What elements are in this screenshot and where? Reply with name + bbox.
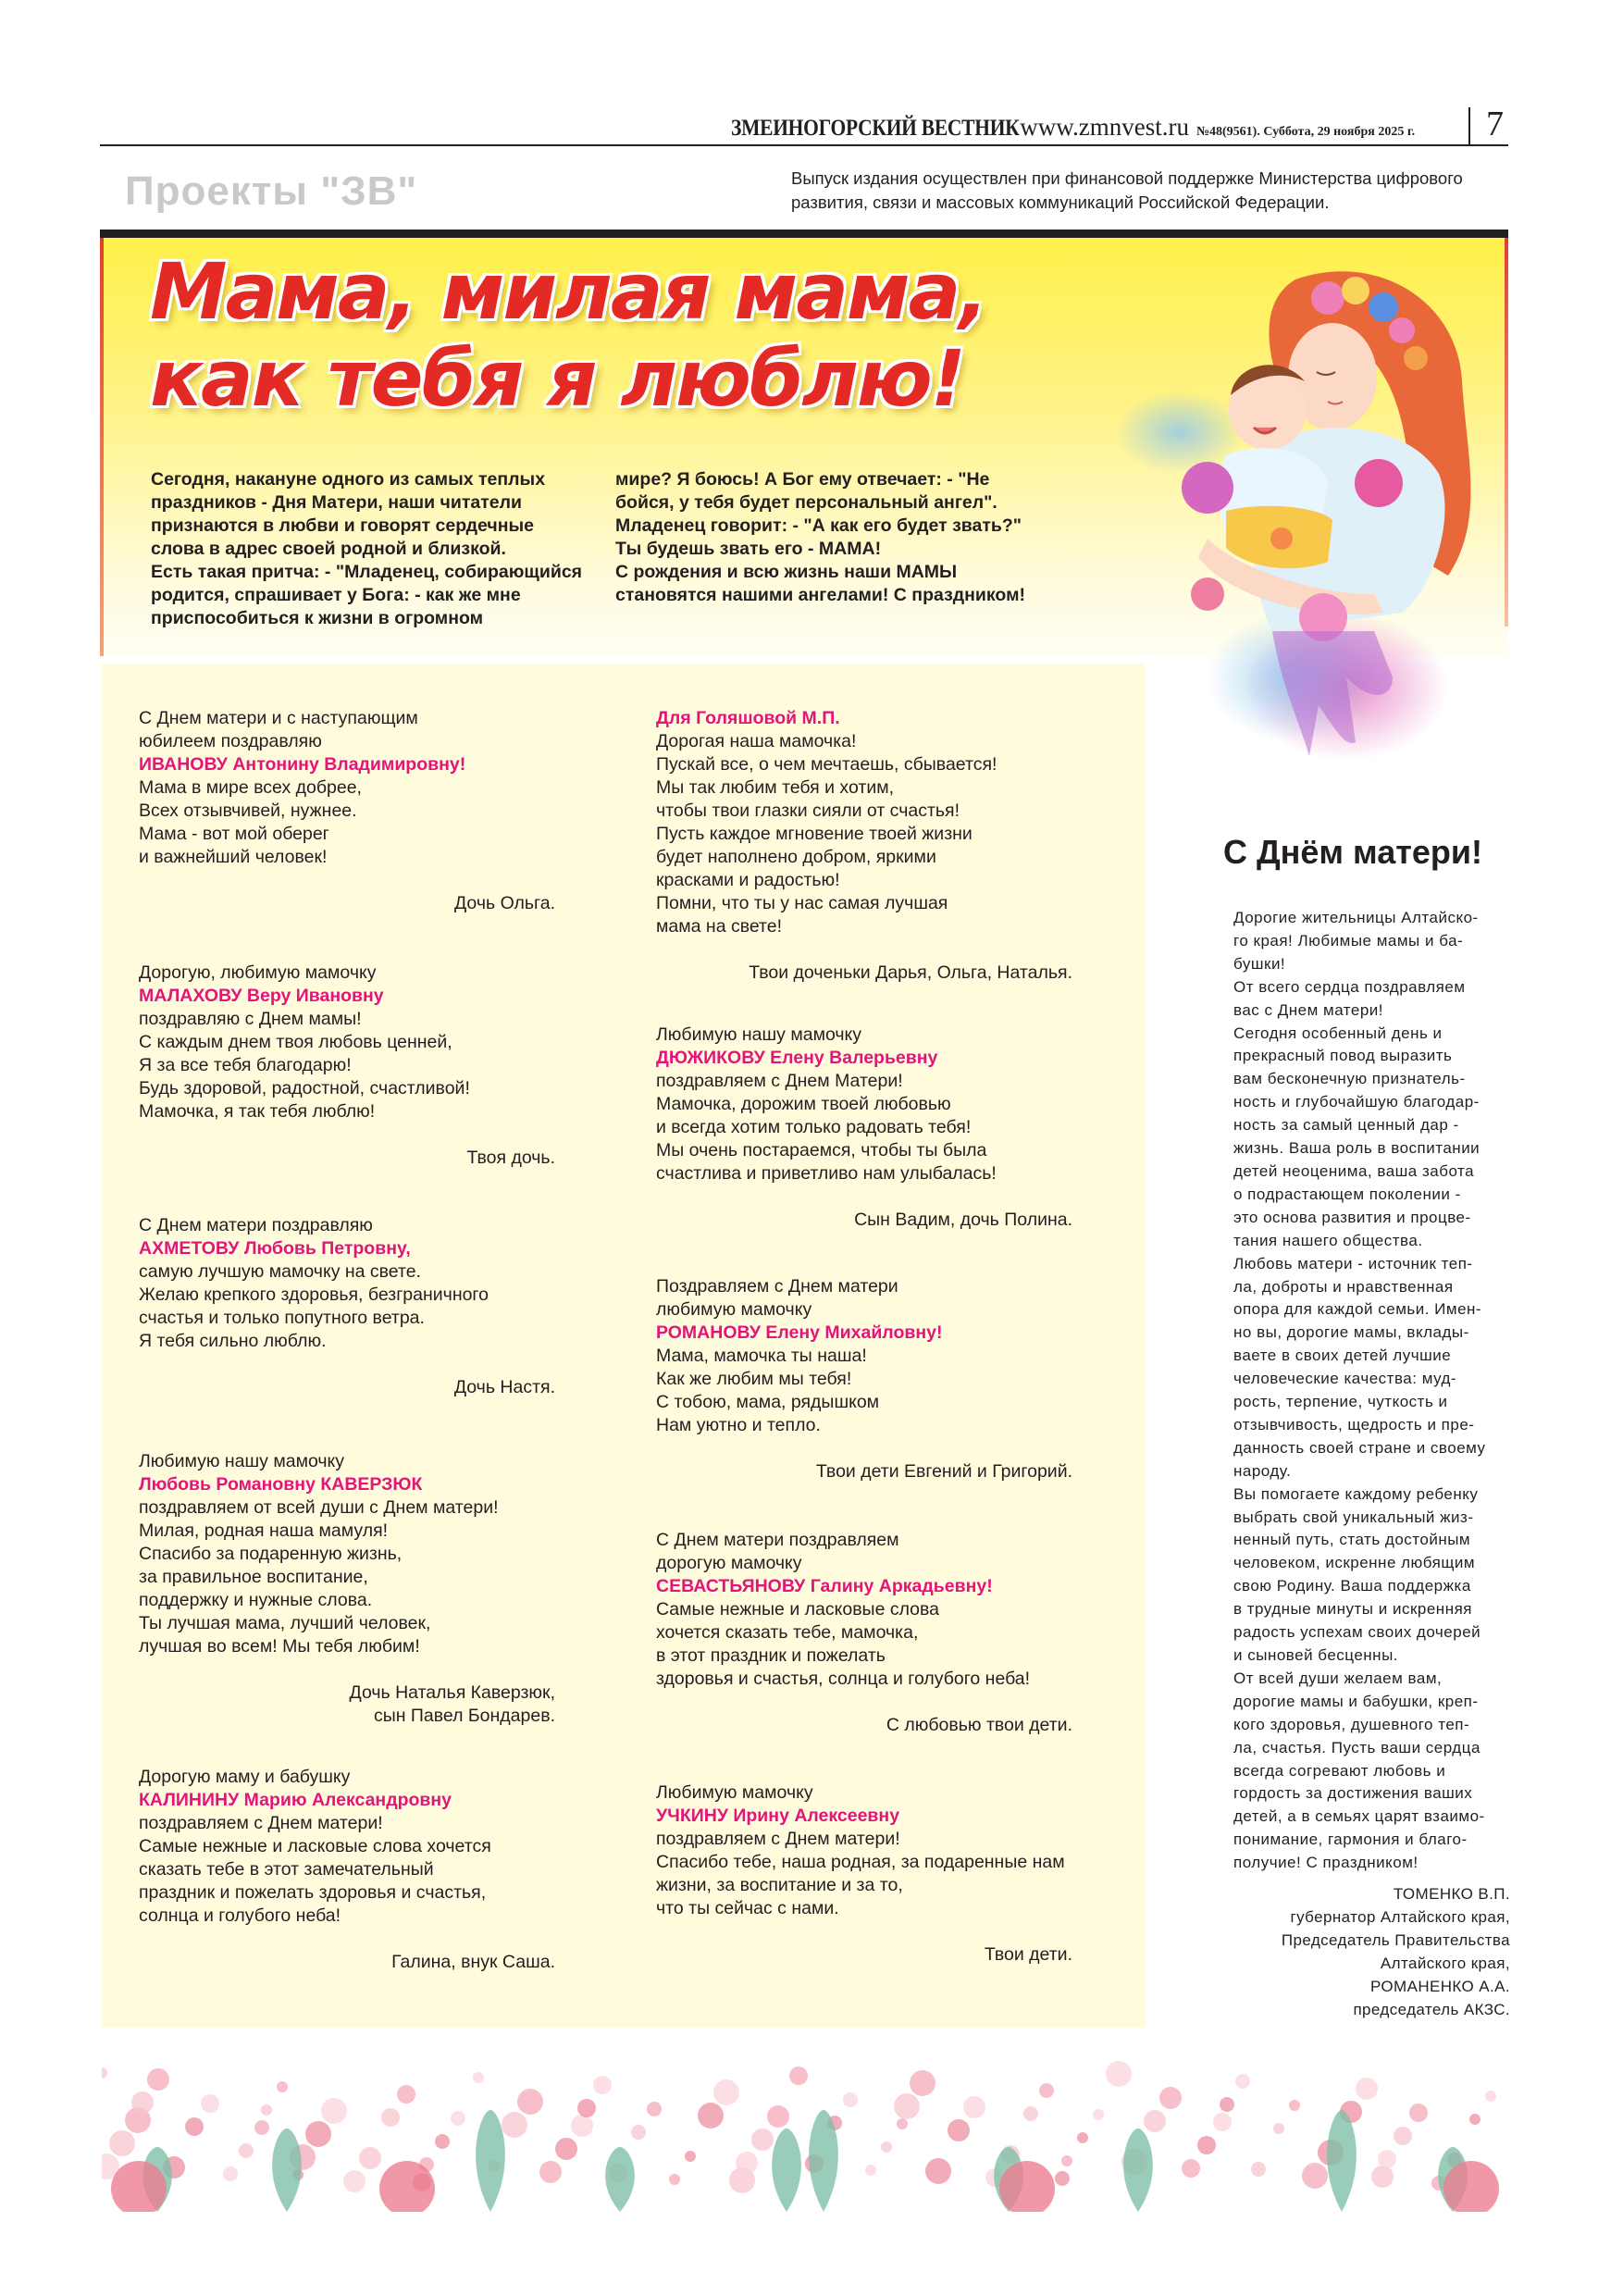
headline-line-2: как тебя я люблю! bbox=[150, 333, 964, 424]
blossom-icon bbox=[1394, 2127, 1412, 2145]
blossom-icon bbox=[1061, 2155, 1072, 2166]
blossom-icon bbox=[1197, 2136, 1216, 2154]
greeting-line: Спасибо за подаренную жизнь, bbox=[139, 1544, 403, 1564]
blossom-icon bbox=[1023, 2106, 1038, 2121]
blossom-icon bbox=[631, 2125, 646, 2140]
greeting-line: Всех отзывчивей, нужнее. bbox=[139, 800, 357, 821]
greeting-signature bbox=[656, 1209, 1072, 1232]
flower-icon bbox=[1389, 317, 1415, 343]
greeting-signature bbox=[656, 1460, 1072, 1483]
blossom-icon bbox=[698, 2103, 724, 2128]
blossom-icon bbox=[1371, 2166, 1394, 2188]
blossom-icon bbox=[1144, 2110, 1166, 2132]
headline bbox=[150, 248, 986, 422]
blossom-icon bbox=[1220, 2097, 1234, 2112]
signature-line: Твоя дочь. bbox=[466, 1148, 555, 1168]
greeting-line: С тобою, мама, рядышком bbox=[656, 1392, 880, 1412]
flower-icon bbox=[1342, 277, 1369, 304]
blossom-icon bbox=[713, 2079, 739, 2105]
blossom-icon bbox=[894, 2093, 920, 2119]
signature-line: Галина, внук Саша. bbox=[391, 1952, 555, 1972]
leaf-icon bbox=[272, 2128, 302, 2212]
leaf-icon bbox=[605, 2147, 635, 2212]
greeting-line: праздник и пожелать здоровья и счастья, bbox=[139, 1882, 487, 1903]
greeting-line: поздравляю с Днем мамы! bbox=[139, 1009, 362, 1029]
governor-signature bbox=[1203, 1882, 1510, 2021]
recipient-name: АХМЕТОВУ Любовь Петровну, bbox=[139, 1238, 411, 1259]
signature-line: Твои дети Евгений и Григорий. bbox=[815, 1461, 1072, 1482]
greeting-signature bbox=[656, 1714, 1072, 1737]
blossom-icon bbox=[1106, 2061, 1132, 2087]
blossom-icon bbox=[1289, 2100, 1300, 2111]
governor-message: Дорогие жительницы Алтайско- го края! Любимые мамы и ба- бушки! От всего сердца поздравляем вас с Днем матери! Сегодня особенный день и прекрасный повод выразить вам бесконечную признатель- ность и глубочайшую благодар- ность за самый ценный дар - жизнь. Ваша роль в воспитании детей неоценима, ваша забота о подрастающем поколении - это основа развития и процве- тания нашего общества. Любовь матери - источник теп- ла, доброты и нравственная опора для каждой семьи. Имен- но вы, дорогие мамы, вклады- ваете в своих детей лучшие человеческие качества: муд- рость, терпение, чуткость и отзывчивость, щедрость и пре- данность своей стране и своему народу. Вы помогаете каждому ребенку выбрать свой уникальный жиз- ненный путь, стать достойным человеком, искренне любящим свою Родину. Ваша поддержка в трудные минуты и искренняя радость успехам своих дочерей и сыновей бесценны. От всей души желаем вам, дорогие мамы и бабушки, креп- кого здоровья, душевного теп- ла, счастья. Пусть ваши сердца всегда согревают любовь и гордость за достижения ваших детей, а в семьях царят взаимо- понимание, гармония и благо- получие! С праздником! bbox=[1233, 909, 1486, 1872]
intro-column-1: Сегодня, накануне одного из самых теплых праздников - Дня Матери, наши читатели признаются в любви и говорят сердечные слова в адрес своей родной и близкой. Есть такая притча: - "Младенец, собирающийся родится, спрашивает у Бога: - как же мне приспособиться к жизни в огромном bbox=[151, 469, 583, 628]
greeting-signature bbox=[656, 1943, 1072, 1967]
blossom-icon bbox=[185, 2117, 204, 2136]
greeting-line: Будь здоровой, радостной, счастливой! bbox=[139, 1078, 470, 1098]
greeting-block bbox=[656, 1275, 1072, 1483]
blossom-icon bbox=[131, 2091, 154, 2114]
greeting-block bbox=[656, 1781, 1072, 1967]
governor-title: С Днём матери! bbox=[1223, 833, 1482, 871]
blossom-icon bbox=[502, 2112, 527, 2138]
greeting-line: Мама, мамочка ты наша! bbox=[656, 1346, 867, 1366]
greeting-line: Мама - вот мой оберег bbox=[139, 824, 329, 844]
blossom-icon bbox=[1302, 2163, 1328, 2189]
greeting-line: Пускай все, о чем мечтаешь, сбывается! bbox=[656, 754, 997, 775]
greeting-block bbox=[139, 1214, 555, 1399]
greeting-intro-line: Дорогую маму и бабушку bbox=[139, 1767, 351, 1787]
masthead bbox=[731, 105, 1508, 144]
greeting-line: красками и радостью! bbox=[656, 870, 840, 890]
recipient-name: ИВАНОВУ Антонину Владимировну! bbox=[139, 754, 466, 775]
hero-top-bar bbox=[100, 230, 1508, 238]
greeting-intro-line: С Днем матери и с наступающим bbox=[139, 708, 418, 728]
greeting-line: Нам уютно и тепло. bbox=[656, 1415, 821, 1435]
hero-left-edge bbox=[100, 238, 104, 656]
signature-line: Дочь Наталья Каверзюк, bbox=[349, 1682, 555, 1703]
flower-icon bbox=[1270, 527, 1293, 550]
blossom-icon bbox=[102, 2067, 107, 2079]
blossom-icon bbox=[571, 2115, 593, 2137]
signature-line: РОМАНЕНКО А.А. bbox=[1370, 1978, 1510, 1995]
leaf-icon bbox=[1327, 2110, 1357, 2212]
recipient-name: УЧКИНУ Ирину Алексеевну bbox=[656, 1806, 900, 1826]
recipient-name: МАЛАХОВУ Веру Ивановну bbox=[139, 986, 384, 1006]
blossom-icon bbox=[1159, 2087, 1182, 2109]
signature-line: губернатор Алтайского края, bbox=[1290, 1908, 1510, 1926]
blossom-icon bbox=[1469, 2114, 1481, 2125]
flower-icon bbox=[1355, 459, 1403, 507]
blossom-icon bbox=[277, 2081, 288, 2092]
greeting-signature bbox=[139, 1376, 555, 1399]
signature-line: Твои дети. bbox=[984, 1944, 1072, 1965]
blossom-icon bbox=[1093, 2109, 1104, 2120]
website-link[interactable]: www.zmnvest.ru bbox=[1020, 113, 1189, 141]
greeting-block bbox=[139, 1450, 555, 1728]
blossom-icon bbox=[359, 2147, 381, 2169]
recipient-name: СЕВАСТЬЯНОВУ Галину Аркадьевну! bbox=[656, 1576, 993, 1596]
greeting-signature bbox=[139, 892, 555, 915]
greeting-line: Как же любим мы тебя! bbox=[656, 1369, 852, 1389]
greeting-line: Дорогая наша мамочка! bbox=[656, 731, 857, 751]
blossom-icon bbox=[451, 2111, 465, 2126]
leaf-icon bbox=[809, 2110, 838, 2212]
blossom-icon bbox=[1485, 2091, 1496, 2102]
greeting-line: Мы так любим тебя и хотим, bbox=[656, 777, 895, 798]
blossom-icon bbox=[435, 2134, 450, 2149]
greeting-intro-line: С Днем матери поздравляю bbox=[139, 1215, 373, 1235]
blossom-icon bbox=[1251, 2162, 1266, 2177]
blossom-icon bbox=[261, 2104, 272, 2116]
blossom-icon bbox=[685, 2151, 696, 2162]
blossom-icon bbox=[1235, 2074, 1250, 2089]
greeting-line: и важнейший человек! bbox=[139, 847, 328, 867]
greeting-intro-line: С Днем матери поздравляем bbox=[656, 1530, 899, 1550]
greeting-line: поздравляем с Днем Матери! bbox=[656, 1071, 903, 1091]
greeting-line: Мы очень постараемся, чтобы ты была bbox=[656, 1140, 987, 1160]
greeting-intro-line: любимую мамочку bbox=[656, 1299, 812, 1320]
blossom-icon bbox=[865, 2165, 876, 2176]
blossom-icon bbox=[147, 2068, 169, 2091]
greeting-line: Помни, что ты у нас самая лучшая bbox=[656, 893, 948, 913]
blossom-icon bbox=[1055, 2171, 1070, 2186]
greeting-line: чтобы твои глазки сияли от счастья! bbox=[656, 800, 960, 821]
greeting-line: Пусть каждое мгновение твоей жизни bbox=[656, 824, 973, 844]
greeting-intro-line: Дорогую, любимую мамочку bbox=[139, 962, 377, 983]
greeting-intro-line: Любимую нашу мамочку bbox=[139, 1451, 345, 1471]
flower-icon bbox=[1404, 346, 1428, 370]
signature-line: Дочь Настя. bbox=[453, 1377, 555, 1397]
greeting-line: поддержку и нужные слова. bbox=[139, 1590, 373, 1610]
mother-child-illustration bbox=[1096, 242, 1504, 761]
intro-column-2: мире? Я боюсь! А Бог ему отвечает: - "Не бойся, у тебя будет персональный ангел". Младенец говорит: - "А как его будет звать?" Ты будешь звать его - МАМА! С рождения и всю жизнь наши МАМЫ становятся нашими ангелами! С праздником! bbox=[615, 469, 1025, 605]
greeting-line: лучшая во всем! Мы тебя любим! bbox=[139, 1636, 420, 1657]
greeting-line: поздравляем с Днем матери! bbox=[139, 1813, 383, 1833]
support-notice: Выпуск издания осуществлен при финансовой поддержке Министерства цифрового развития, связи и массовых коммуникаций Российской Федерации. bbox=[791, 168, 1463, 212]
flower-icon bbox=[1191, 577, 1224, 611]
greeting-block bbox=[139, 962, 555, 1170]
greeting-line: Я тебя сильно люблю. bbox=[139, 1331, 327, 1351]
greeting-line: Мамочка, я так тебя люблю! bbox=[139, 1101, 376, 1122]
greeting-intro-line: Любимую мамочку bbox=[656, 1782, 813, 1803]
greeting-line: Ты лучшая мама, лучший человек, bbox=[139, 1613, 431, 1633]
hero-right-edge bbox=[1505, 238, 1508, 627]
signature-line: сын Павел Бондарев. bbox=[373, 1706, 555, 1726]
greeting-line: Желаю крепкого здоровья, безграничного bbox=[139, 1285, 489, 1305]
signature-line: Сын Вадим, дочь Полина. bbox=[854, 1210, 1072, 1230]
greeting-line: и всегда хотим только радовать тебя! bbox=[656, 1117, 972, 1137]
headline-line-1: Мама, милая мама, bbox=[150, 246, 987, 337]
greeting-line: Милая, родная наша мамуля! bbox=[139, 1520, 389, 1541]
signature-line: С любовью твои дети. bbox=[886, 1715, 1072, 1735]
blossom-icon bbox=[669, 2174, 680, 2185]
blossom-icon bbox=[109, 2130, 135, 2156]
blossom-icon bbox=[577, 2099, 596, 2117]
greeting-line: самую лучшую мамочку на свете. bbox=[139, 1261, 421, 1282]
blossom-icon bbox=[223, 2166, 238, 2181]
greeting-signature bbox=[139, 1682, 555, 1728]
greeting-signature bbox=[139, 1951, 555, 1974]
blossom-icon bbox=[473, 2072, 484, 2083]
blossom-icon bbox=[517, 2089, 543, 2115]
greeting-line: Мамочка, дорожим твоей любовью bbox=[656, 1094, 951, 1114]
recipient-name: ДЮЖИКОВУ Елену Валерьевну bbox=[656, 1048, 938, 1068]
blossom-icon bbox=[897, 2118, 908, 2129]
blossom-icon bbox=[539, 2161, 562, 2183]
greeting-line: сказать тебе в этот замечательный bbox=[139, 1859, 434, 1880]
greeting-line: за правильное воспитание, bbox=[139, 1567, 368, 1587]
leaf-icon bbox=[476, 2110, 505, 2212]
greeting-line: Я за все тебя благодарю! bbox=[139, 1055, 352, 1075]
blossom-icon bbox=[789, 2066, 808, 2085]
floral-border bbox=[102, 2036, 1506, 2212]
blossom-icon bbox=[1378, 2150, 1396, 2168]
blossom-icon bbox=[1356, 2078, 1378, 2100]
blossom-icon bbox=[201, 2094, 219, 2113]
greeting-line: Спасибо тебе, наша родная, за подаренные нам bbox=[656, 1852, 1065, 1872]
blossom-icon bbox=[397, 2085, 415, 2104]
greeting-block bbox=[139, 707, 555, 915]
greeting-intro-line: Поздравляем с Днем матери bbox=[656, 1276, 898, 1297]
greeting-intro-line: Любимую нашу мамочку bbox=[656, 1024, 862, 1045]
greeting-block bbox=[139, 1766, 555, 1974]
signature-line: Дочь Ольга. bbox=[453, 893, 555, 913]
greeting-intro-line: дорогую мамочку bbox=[656, 1553, 802, 1573]
greeting-signature bbox=[139, 1147, 555, 1170]
recipient-name: РОМАНОВУ Елену Михайловну! bbox=[656, 1322, 943, 1343]
signature-line: председатель АКЗС. bbox=[1353, 2001, 1510, 2018]
blossom-icon bbox=[1039, 2083, 1054, 2098]
signature-line: Алтайского края, bbox=[1380, 1955, 1510, 1972]
blossom-icon bbox=[1273, 2123, 1284, 2134]
greeting-line: в этот праздник и пожелать bbox=[656, 1645, 886, 1666]
blossom-icon bbox=[343, 2170, 365, 2192]
blossom-icon bbox=[647, 2102, 662, 2116]
blossom-icon bbox=[321, 2098, 347, 2124]
greeting-line: здоровья и счастья, солнца и голубого неба! bbox=[656, 1669, 1031, 1689]
blossom-icon bbox=[381, 2108, 400, 2127]
greeting-block bbox=[656, 707, 1072, 985]
page-number: 7 bbox=[1486, 105, 1504, 143]
greeting-line: хочется сказать тебе, мамочка, bbox=[656, 1622, 919, 1643]
blossom-icon bbox=[555, 2138, 577, 2160]
greeting-signature bbox=[656, 962, 1072, 985]
greeting-line: Мама в мире всех добрее, bbox=[139, 777, 362, 798]
greeting-line: С каждым днем твоя любовь ценней, bbox=[139, 1032, 452, 1052]
blossom-icon bbox=[843, 2092, 858, 2107]
blossom-icon bbox=[305, 2121, 331, 2147]
flower-icon bbox=[1369, 292, 1398, 322]
blossom-icon bbox=[254, 2120, 269, 2135]
greeting-line: мама на свете! bbox=[656, 916, 783, 937]
blossom-icon bbox=[751, 2128, 774, 2151]
header-rule bbox=[100, 144, 1508, 146]
greeting-block bbox=[656, 1024, 1072, 1232]
blossom-icon bbox=[1409, 2104, 1428, 2122]
flower-icon bbox=[1182, 462, 1233, 514]
blossom-icon bbox=[1213, 2113, 1232, 2131]
blossom-icon bbox=[925, 2158, 951, 2184]
leaf-icon bbox=[772, 2128, 801, 2212]
greeting-line: жизни, за воспитание и за то, bbox=[656, 1875, 903, 1895]
recipient-name: КАЛИНИНУ Марию Александровну bbox=[139, 1790, 452, 1810]
greeting-line: Самые нежные и ласковые слова хочется bbox=[139, 1836, 491, 1856]
leaf-icon bbox=[1123, 2128, 1153, 2212]
flower-icon bbox=[1311, 281, 1344, 315]
blossom-icon bbox=[767, 2105, 789, 2128]
greeting-intro-line: юбилеем поздравляю bbox=[139, 731, 322, 751]
blossom-icon bbox=[1182, 2159, 1200, 2178]
section-label: Проекты "ЗВ" bbox=[125, 168, 418, 214]
signature-line: Твои доченьки Дарья, Ольга, Наталья. bbox=[749, 962, 1072, 983]
blossom-icon bbox=[239, 2143, 254, 2158]
newspaper-name: ЗМЕИНОГОРСКИЙ ВЕСТНИК bbox=[731, 116, 1020, 141]
greeting-line: что ты сейчас с нами. bbox=[656, 1898, 839, 1918]
greeting-line: поздравляем от всей души с Днем матери! bbox=[139, 1497, 499, 1518]
signature-line: Председатель Правительства bbox=[1281, 1931, 1510, 1949]
recipient-name: Для Голяшовой М.П. bbox=[656, 708, 840, 728]
blossom-icon bbox=[593, 2076, 612, 2094]
masthead-divider bbox=[1468, 107, 1470, 146]
signature-line: ТОМЕНКО В.П. bbox=[1393, 1885, 1510, 1903]
blossom-icon bbox=[948, 2119, 970, 2141]
greeting-line: поздравляем с Днем матери! bbox=[656, 1829, 900, 1849]
blossom-icon bbox=[963, 2096, 985, 2118]
greeting-line: будет наполнено добром, яркими bbox=[656, 847, 936, 867]
issue-info: №48(9561). Суббота, 29 ноября 2025 г. bbox=[1196, 125, 1416, 139]
blossom-icon bbox=[881, 2141, 892, 2153]
greeting-block bbox=[656, 1529, 1072, 1737]
blossom-icon bbox=[910, 2070, 935, 2096]
greeting-line: Самые нежные и ласковые слова bbox=[656, 1599, 940, 1620]
blossom-icon bbox=[1077, 2132, 1088, 2143]
greeting-line: счастья и только попутного ветра. bbox=[139, 1308, 425, 1328]
blossom-icon bbox=[736, 2152, 758, 2174]
greeting-line: солнца и голубого неба! bbox=[139, 1905, 341, 1926]
recipient-name: Любовь Романовну КАВЕРЗЮК bbox=[139, 1474, 423, 1495]
greeting-line: счастлива и приветливо нам улыбалась! bbox=[656, 1163, 997, 1184]
